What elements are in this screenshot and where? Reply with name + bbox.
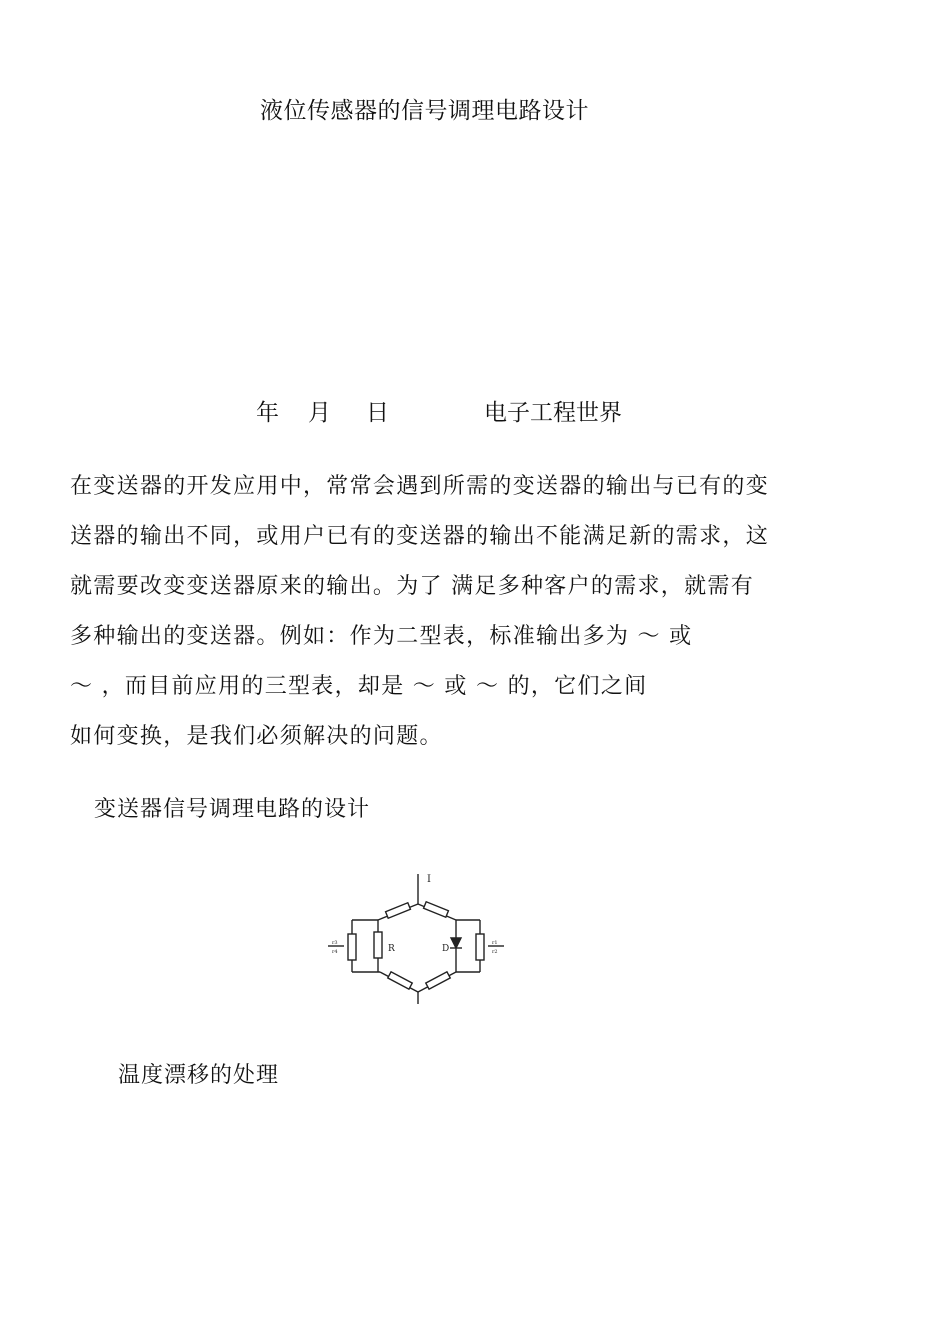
diode-d-symbol [451,938,461,948]
paragraph-line: 就需要改变变送器原来的输出。为了 满足多种客户的需求，就需有 [70,574,754,599]
paragraph-line: 在变送器的开发应用中，常常会遇到所需的变送器的输出与已有的变 [70,474,770,499]
right-fraction-bottom: r2 [492,949,498,955]
paragraph-line: 如何变换，是我们必须解决的问题。 [70,724,443,749]
left-fraction-top: r3 [332,940,338,946]
source-name: 电子工程世界 [484,400,622,426]
section-heading-temperature-drift: 温度漂移的处理 [118,1063,280,1088]
lower-right-resistor [426,972,450,989]
right-shunt-resistor [476,934,484,960]
label-resistor: R [388,944,395,954]
paragraph-line: 多种输出的变送器。例如：作为二型表，标准输出多为 ～ 或 [70,624,693,649]
date-day: 日 [366,400,389,426]
bridge-circuit-diagram [320,862,520,1007]
left-shunt-resistor [348,934,356,960]
upper-left-resistor [386,903,411,918]
left-fraction-bottom: r4 [332,949,338,955]
date-month: 月 [308,400,331,426]
upper-right-resistor [424,902,449,917]
document-title: 液位传感器的信号调理电路设计 [260,98,589,124]
paragraph-line: ～ ，而目前应用的三型表，却是 ～ 或 ～ 的，它们之间 [70,674,648,699]
section-heading-signal-conditioning: 变送器信号调理电路的设计 [94,797,371,822]
paragraph-line: 送器的输出不同，或用户已有的变送器的输出不能满足新的需求，这 [70,524,770,549]
date-year: 年 [256,400,279,426]
label-current: I [427,874,431,885]
right-fraction-top: r1 [492,940,498,946]
resistor-r [374,932,382,958]
label-diode: D [442,944,450,954]
lower-left-resistor [388,972,412,989]
